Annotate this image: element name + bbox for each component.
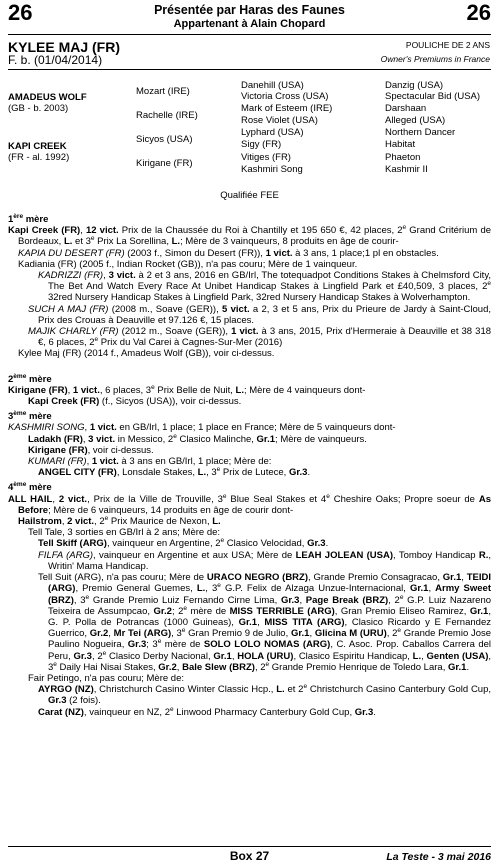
produce-kylee-maj: Kylee Maj (FR) (2014 f., Amadeus Wolf (GB)), voir ci-dessus.	[18, 348, 275, 360]
owner-subtitle: Appartenant à Alain Chopard	[173, 18, 326, 30]
gen3-3: Mark of Esteem (IRE)	[241, 103, 333, 114]
gen3-2: Victoria Cross (USA)	[241, 91, 329, 102]
lot-number-right: 26	[466, 0, 491, 25]
gen4-2: Spectacular Bid (USA)	[385, 91, 481, 102]
horse-info: F. b. (01/04/2014)	[8, 53, 103, 67]
sex-age: POULICHE DE 2 ANS	[405, 40, 490, 50]
gen3-6: Sigy (FR)	[241, 139, 282, 150]
produce-kirigane: Kirigane (FR), voir ci-dessus.	[28, 444, 154, 456]
produce-kumari: KUMARI (FR), 1 vict. à 3 ans en GB/Irl, 1 place; Mère de:	[28, 456, 272, 468]
first-dam-text: Kapi Creek (FR), 12 vict. Prix de la Chaussée du Roi à Chantilly et 195 650 €, 42 places, 2e Grand Critérium de Bordeaux, L. et 3e Prix La Sorellina, L.; Mère de 3 vainqueurs, 8 produits en âge de courir-	[8, 224, 492, 248]
produce-ayrgo: AYRGO (NZ), Christchurch Casino Winter Classic Hcp., L. et 2e Christchurch Casino Canterbury Gold Cup, Gr.3 (2 fois).	[38, 682, 492, 707]
dam-name: KAPI CREEK	[8, 141, 67, 152]
title-rule	[8, 69, 491, 70]
produce-hailstrom: Hailstrom, 2 vict., 2e Prix Maurice de Nexon, L.	[18, 514, 221, 528]
consignor-title: Présentée par Haras des Faunes	[154, 2, 345, 17]
gen3-4: Rose Violet (USA)	[241, 115, 318, 126]
produce-majik-charly: MAJIK CHARLY (FR) (2012 m., Soave (GER)), 1 vict. à 3 ans, 2015, Prix d'Hermeraie à Deauville et 38 318 €, 6 places, 2e Prix du Val Carei à Cagnes-Sur-Mer (2016)	[28, 326, 492, 349]
produce-tell-suit: Tell Suit (ARG), n'a pas couru; Mère de URACO NEGRO (BRZ), Grande Premio Consagracao, Gr.1, TEIDI (ARG), Premio General Guemes, L., 3e G.P. Felix de Alzaga Unzue-Internacional, Gr.1, Army Sweet (BRZ), 3e Grande Premio Luiz Fernando Cirne Lima, Gr.3, Page Break (BRZ), 2e G.P. Luiz Nazareno Teixeira de Assumpcao, Gr.2; 2e mère de MISS TERRIBLE (ARG), Gran Premio Eliseo Ramirez, Gr.1, G. P. Polla de Potrancas (1000 Guineas), Gr.1, MISS TITA (ARG), Clasico Ricardo y E Fernandez Guerrico, Gr.2, Mr Tei (ARG), 3e Gran Premio 9 de Julio, Gr.1, Glicina M (URU), 2e Grande Premio Jose Paulino Nogueira, Gr.3; 3e mère de SOLO LOLO NOMAS (ARG), C. Asoc. Prop. Caballos Carrera del Peru, Gr.3, 2e Clasico Derby Nacional, Gr.1, HOLA (URU), Clasico Espiritu Handicap, L., Genten (USA), 3e Daily Hai Nisai Stakes, Gr.2, Bale Slew (BRZ), 2e Grande Premio Henrique de Toledo Lara, Gr.1.	[38, 572, 492, 673]
gen4-8: Kashmir II	[385, 164, 428, 175]
gen3-1: Danehill (USA)	[241, 80, 304, 91]
gen2-dam-dam: Kirigane (FR)	[136, 158, 193, 169]
produce-tell-tale: Tell Tale, 3 sorties en GB/Irl à 2 ans; Mère de:	[28, 527, 221, 539]
gen4-3: Darshaan	[385, 103, 427, 114]
gen2-sire-dam: Rachelle (IRE)	[136, 110, 198, 121]
female-family	[8, 210, 491, 718]
first-dam-heading: 1ère mère	[8, 212, 49, 225]
produce-kadiania: Kadiania (FR) (2005 f., Indian Rocket (GB)), n'a pas couru; Mère de 1 vainqueur.	[18, 258, 358, 270]
owner-premium: Owner's Premiums in France	[380, 54, 490, 64]
gen2-dam-sire: Sicyos (USA)	[136, 134, 193, 145]
sale-place-date: La Teste - 3 mai 2016	[386, 851, 491, 863]
header-rule	[8, 34, 491, 35]
gen3-8: Kashmiri Song	[241, 164, 303, 175]
produce-angel-city: ANGEL CITY (FR), Lonsdale Stakes, L., 3e Prix de Lutece, Gr.3.	[38, 466, 311, 479]
gen2-sire-sire: Mozart (IRE)	[136, 86, 190, 97]
gen3-7: Vitiges (FR)	[241, 152, 291, 163]
gen4-7: Phaeton	[385, 152, 421, 163]
second-dam-text: Kirigane (FR), 1 vict., 6 places, 3e Prix Belle de Nuit, L.; Mère de 4 vainqueurs dont-	[8, 383, 366, 396]
gen3-5: Lyphard (USA)	[241, 127, 304, 138]
third-dam-text: KASHMIRI SONG, 1 vict. en GB/Irl, 1 place; 1 place en France; Mère de 5 vainqueurs dont-	[8, 422, 396, 434]
third-dam-heading: 3ème mère	[8, 410, 52, 423]
qualification: Qualifiée FEE	[220, 190, 279, 201]
dam-info: (FR - al. 1992)	[8, 152, 70, 163]
produce-tell-skiff: Tell Skiff (ARG), vainqueur en Argentine, 2e Clasico Velocidad, Gr.3.	[38, 537, 329, 550]
produce-filfa: FILFA (ARG), vainqueur en Argentine et aux USA; Mère de LEAH JOLEAN (USA), Tomboy Handicap R., Writin' Mama Handicap.	[38, 549, 491, 572]
produce-such-a-maj: SUCH A MAJ (FR) (2008 m., Soave (GER)), 5 vict. a 2, 3 et 5 ans, Prix du Prieure de Jardy à Saint-Cloud, Prix des Crouas à Deauville et 97.126 €, 15 places.	[28, 303, 491, 326]
produce-ladakh: Ladakh (FR), 3 vict. in Messico, 2e Clasico Malinche, Gr.1; Mère de vainqueurs.	[28, 432, 367, 445]
produce-kadrizzi: KADRIZZI (FR), 3 vict. à 2 et 3 ans, 2016 en GB/Irl, The totequadpot Conditions Stakes à Chelmsford City, The Bet And Watch Every Race At Unibet Handicap Stakes à Lingfield Park et £40,509, 3 places, 2e 32red Nursery Handicap Stakes à Lingfield Park, 32red Nursery Handicap Stakes à Wolverhampton.	[38, 270, 492, 304]
horse-name: KYLEE MAJ (FR)	[8, 39, 120, 55]
produce-kapia-du-desert: KAPIA DU DESERT (FR) (2003 f., Simon du Desert (FR)), 1 vict. à 3 ans, 1 place;1 pl en obstacles.	[18, 247, 439, 259]
box-number: Box 27	[229, 849, 270, 863]
produce-carat: Carat (NZ), vainqueur en NZ, 2e Linwood Pharmacy Canterbury Gold Cup, Gr.3.	[38, 705, 376, 718]
sire-name: AMADEUS WOLF	[8, 92, 87, 103]
gen4-1: Danzig (USA)	[385, 80, 444, 91]
fourth-dam-text: ALL HAIL, 2 vict., Prix de la Ville de Trouville, 3e Blue Seal Stakes et 4e Cheshire Oaks; Propre soeur de As Before; Mère de 6 vainqueurs, 14 produits en âge de courir dont-	[8, 492, 492, 516]
gen4-5: Northern Dancer	[385, 127, 456, 138]
produce-fair-petingo: Fair Petingo, n'a pas couru; Mère de:	[28, 672, 185, 684]
gen4-4: Alleged (USA)	[385, 115, 446, 126]
lot-number-left: 26	[8, 0, 33, 25]
second-dam-produce: Kapi Creek (FR) (f., Sicyos (USA)), voir ci-dessus.	[28, 396, 242, 408]
footer-rule	[8, 846, 491, 847]
second-dam-heading: 2ème mère	[8, 372, 52, 385]
fourth-dam-heading: 4ème mère	[8, 481, 52, 494]
gen4-6: Habitat	[385, 139, 416, 150]
sire-info: (GB - b. 2003)	[8, 103, 69, 114]
